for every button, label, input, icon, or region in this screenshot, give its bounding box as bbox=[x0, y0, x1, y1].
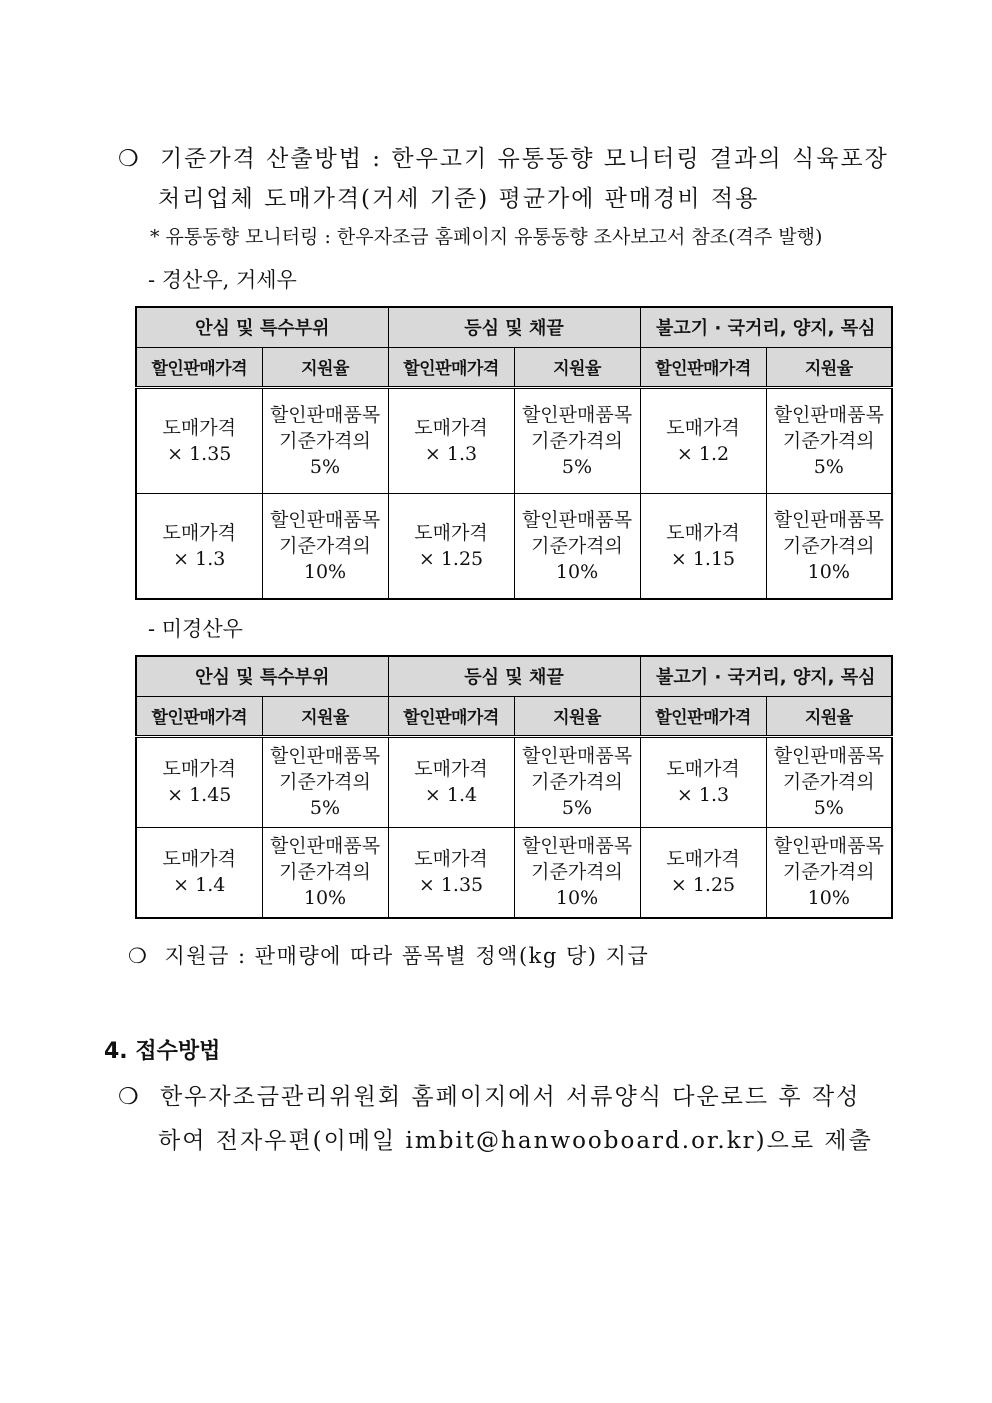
rate-cell: 할인판매품목 기준가격의 10% bbox=[766, 493, 892, 599]
price-cell: 도매가격 × 1.3 bbox=[388, 387, 514, 493]
subheader-rate: 지원율 bbox=[766, 696, 892, 736]
price-cell: 도매가격 × 1.45 bbox=[136, 736, 262, 827]
submission-paragraph bbox=[118, 1078, 860, 1111]
rate-cell: 할인판매품목 기준가격의 5% bbox=[514, 387, 640, 493]
price-cell: 도매가격 × 1.35 bbox=[388, 827, 514, 918]
rate-cell: 할인판매품목 기준가격의 5% bbox=[262, 387, 388, 493]
group-header: 안심 및 특수부위 bbox=[136, 307, 388, 347]
table-row bbox=[136, 827, 892, 918]
subsidy-line: 지원금 : 판매량에 따라 품목별 정액(kg 당) 지급 bbox=[164, 944, 650, 968]
table2-caption: - 미경산우 bbox=[148, 617, 243, 641]
section-heading: 4. 접수방법 bbox=[104, 1039, 221, 1064]
support-table-2 bbox=[135, 655, 893, 919]
group-header: 불고기 · 국거리, 양지, 목심 bbox=[640, 307, 892, 347]
submission-line-2: 하여 전자우편(이메일 imbit@hanwooboard.or.kr)으로 제출 bbox=[158, 1128, 873, 1154]
price-cell: 도매가격 × 1.3 bbox=[136, 493, 262, 599]
table-row bbox=[136, 493, 892, 599]
rate-cell: 할인판매품목 기준가격의 5% bbox=[766, 387, 892, 493]
price-cell: 도매가격 × 1.4 bbox=[136, 827, 262, 918]
group-header: 등심 및 채끝 bbox=[388, 307, 640, 347]
subheader-rate: 지원율 bbox=[262, 347, 388, 387]
bullet-icon: ❍ bbox=[128, 944, 149, 968]
rate-cell: 할인판매품목 기준가격의 10% bbox=[766, 827, 892, 918]
table1-caption: - 경산우, 거세우 bbox=[148, 268, 297, 292]
criteria-paragraph bbox=[118, 140, 889, 173]
rate-cell: 할인판매품목 기준가격의 10% bbox=[262, 827, 388, 918]
group-header: 등심 및 채끝 bbox=[388, 656, 640, 696]
subheader-price: 할인판매가격 bbox=[136, 696, 262, 736]
subheader-rate: 지원율 bbox=[262, 696, 388, 736]
subheader-price: 할인판매가격 bbox=[136, 347, 262, 387]
submission-line-1: 한우자조금관리위원회 홈페이지에서 서류양식 다운로드 후 작성 bbox=[159, 1084, 861, 1110]
subheader-price: 할인판매가격 bbox=[388, 696, 514, 736]
bullet-icon: ❍ bbox=[118, 1084, 141, 1110]
group-header: 안심 및 특수부위 bbox=[136, 656, 388, 696]
subheader-price: 할인판매가격 bbox=[640, 347, 766, 387]
price-cell: 도매가격 × 1.25 bbox=[388, 493, 514, 599]
support-table-1 bbox=[135, 306, 893, 600]
subheader-rate: 지원율 bbox=[766, 347, 892, 387]
bullet-icon: ❍ bbox=[118, 146, 141, 172]
group-header: 불고기 · 국거리, 양지, 목심 bbox=[640, 656, 892, 696]
rate-cell: 할인판매품목 기준가격의 10% bbox=[514, 827, 640, 918]
subheader-price: 할인판매가격 bbox=[388, 347, 514, 387]
rate-cell: 할인판매품목 기준가격의 5% bbox=[514, 736, 640, 827]
price-cell: 도매가격 × 1.25 bbox=[640, 827, 766, 918]
price-cell: 도매가격 × 1.35 bbox=[136, 387, 262, 493]
subheader-price: 할인판매가격 bbox=[640, 696, 766, 736]
table-row bbox=[136, 387, 892, 493]
table-row bbox=[136, 736, 892, 827]
rate-cell: 할인판매품목 기준가격의 5% bbox=[262, 736, 388, 827]
price-cell: 도매가격 × 1.15 bbox=[640, 493, 766, 599]
rate-cell: 할인판매품목 기준가격의 5% bbox=[766, 736, 892, 827]
price-cell: 도매가격 × 1.4 bbox=[388, 736, 514, 827]
price-cell: 도매가격 × 1.3 bbox=[640, 736, 766, 827]
rate-cell: 할인판매품목 기준가격의 10% bbox=[514, 493, 640, 599]
subsidy-paragraph bbox=[128, 940, 649, 970]
rate-cell: 할인판매품목 기준가격의 10% bbox=[262, 493, 388, 599]
criteria-line-1: 기준가격 산출방법 : 한우고기 유통동향 모니터링 결과의 식육포장 bbox=[159, 146, 889, 172]
criteria-line-2: 처리업체 도매가격(거세 기준) 평균가에 판매경비 적용 bbox=[158, 186, 760, 212]
monitoring-note: * 유통동향 모니터링 : 한우자조금 홈페이지 유통동향 조사보고서 참조(격주 발행) bbox=[150, 226, 823, 248]
subheader-rate: 지원율 bbox=[514, 696, 640, 736]
subheader-rate: 지원율 bbox=[514, 347, 640, 387]
price-cell: 도매가격 × 1.2 bbox=[640, 387, 766, 493]
